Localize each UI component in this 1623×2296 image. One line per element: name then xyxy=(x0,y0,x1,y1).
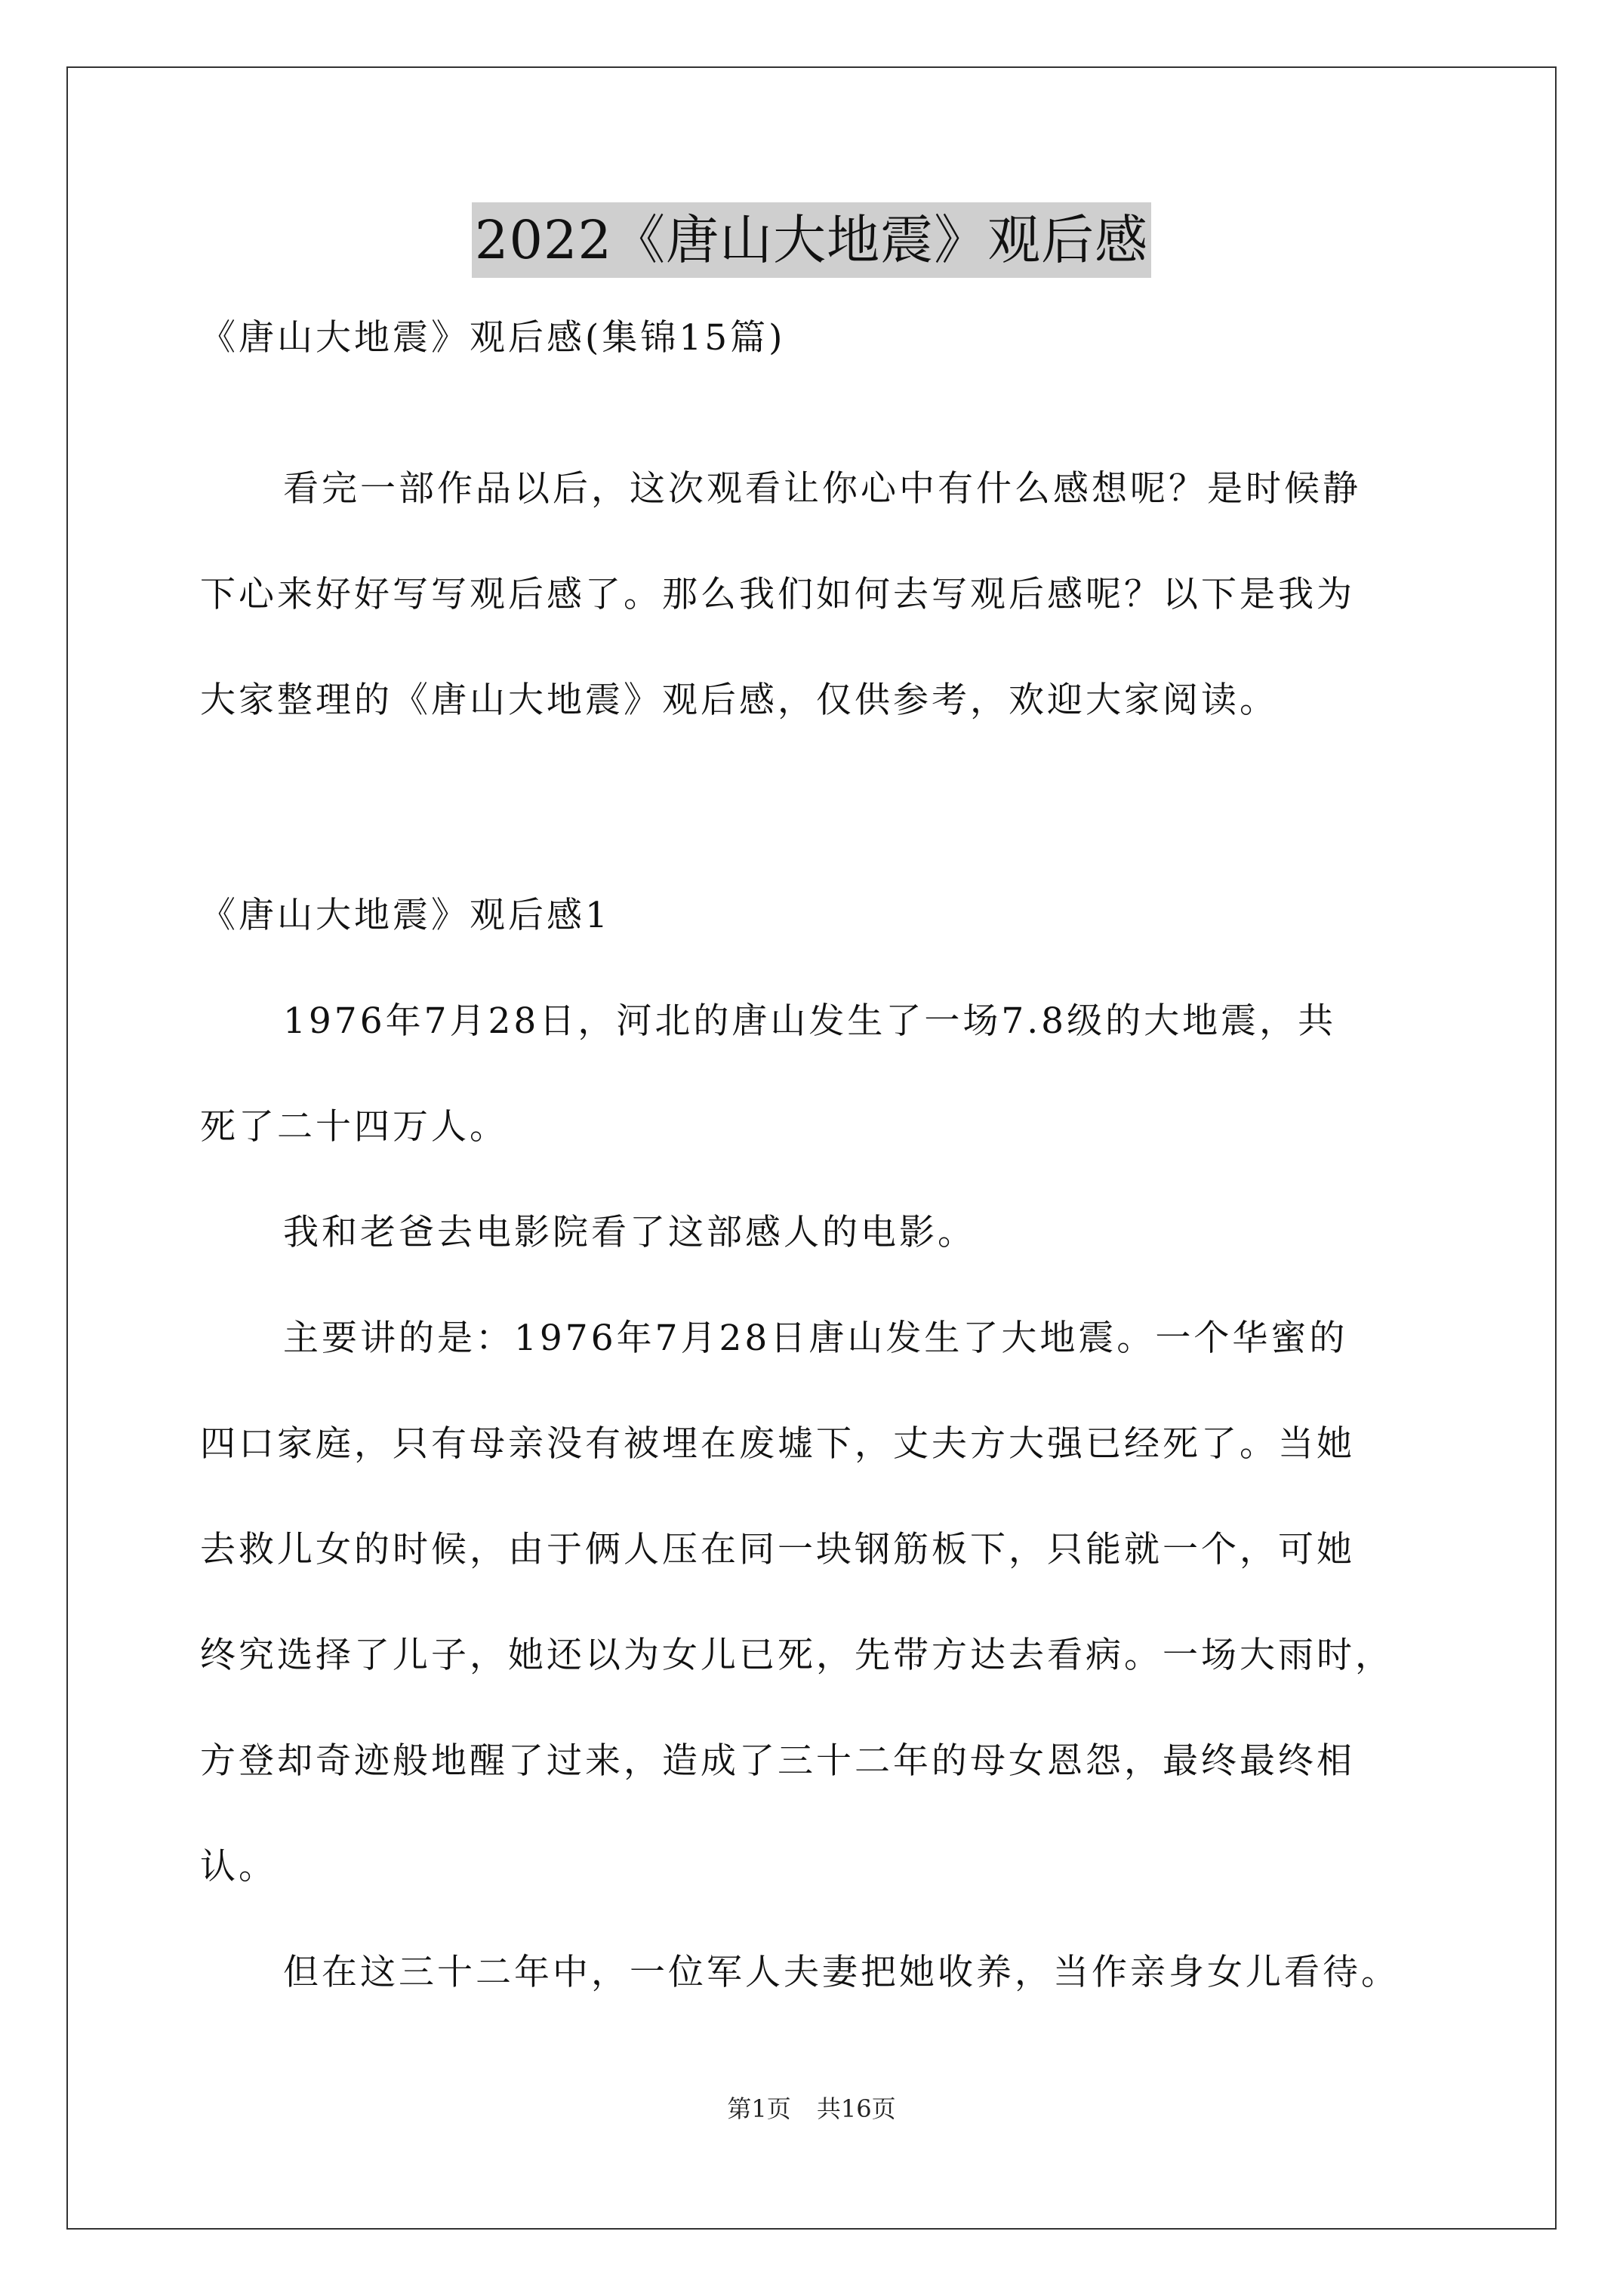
page-footer xyxy=(0,2094,1623,2124)
body-line-1: 1976年7月28日，河北的唐山发生了一场7.8级的大地震，共 xyxy=(283,1000,1337,1042)
body-line-7: 终究选择了儿子，她还以为女儿已死，先带方达去看病。一场大雨时， xyxy=(200,1635,1394,1676)
page-number: 第1页 xyxy=(727,2094,791,2123)
intro-line-2: 下心来好好写写观后感了。那么我们如何去写观后感呢？以下是我为 xyxy=(200,574,1355,615)
body-line-3: 我和老爸去电影院看了这部感人的电影。 xyxy=(283,1212,976,1253)
section-heading: 《唐山大地震》观后感1 xyxy=(200,895,611,936)
document-subtitle: 《唐山大地震》观后感(集锦15篇) xyxy=(200,317,786,359)
title-container xyxy=(0,202,1623,278)
body-line-2: 死了二十四万人。 xyxy=(200,1106,508,1148)
body-line-8: 方登却奇迹般地醒了过来，造成了三十二年的母女恩怨，最终最终相 xyxy=(200,1740,1355,1782)
body-line-4: 主要讲的是：1976年7月28日唐山发生了大地震。一个华蜜的 xyxy=(283,1318,1348,1359)
intro-line-1: 看完一部作品以后，这次观看让你心中有什么感想呢？是时候静 xyxy=(283,468,1361,510)
intro-line-3: 大家整理的《唐山大地震》观后感，仅供参考，欢迎大家阅读。 xyxy=(200,680,1278,721)
body-line-6: 去救儿女的时候，由于俩人压在同一块钢筋板下，只能就一个，可她 xyxy=(200,1529,1355,1570)
document-title: 2022《唐山大地震》观后感 xyxy=(472,202,1151,278)
body-line-10: 但在这三十二年中，一位军人夫妻把她收养，当作亲身女儿看待。 xyxy=(283,1952,1400,1993)
body-line-5: 四口家庭，只有母亲没有被埋在废墟下，丈夫方大强已经死了。当她 xyxy=(200,1423,1355,1465)
page-total: 共16页 xyxy=(816,2094,896,2123)
body-line-9: 认。 xyxy=(200,1846,277,1888)
